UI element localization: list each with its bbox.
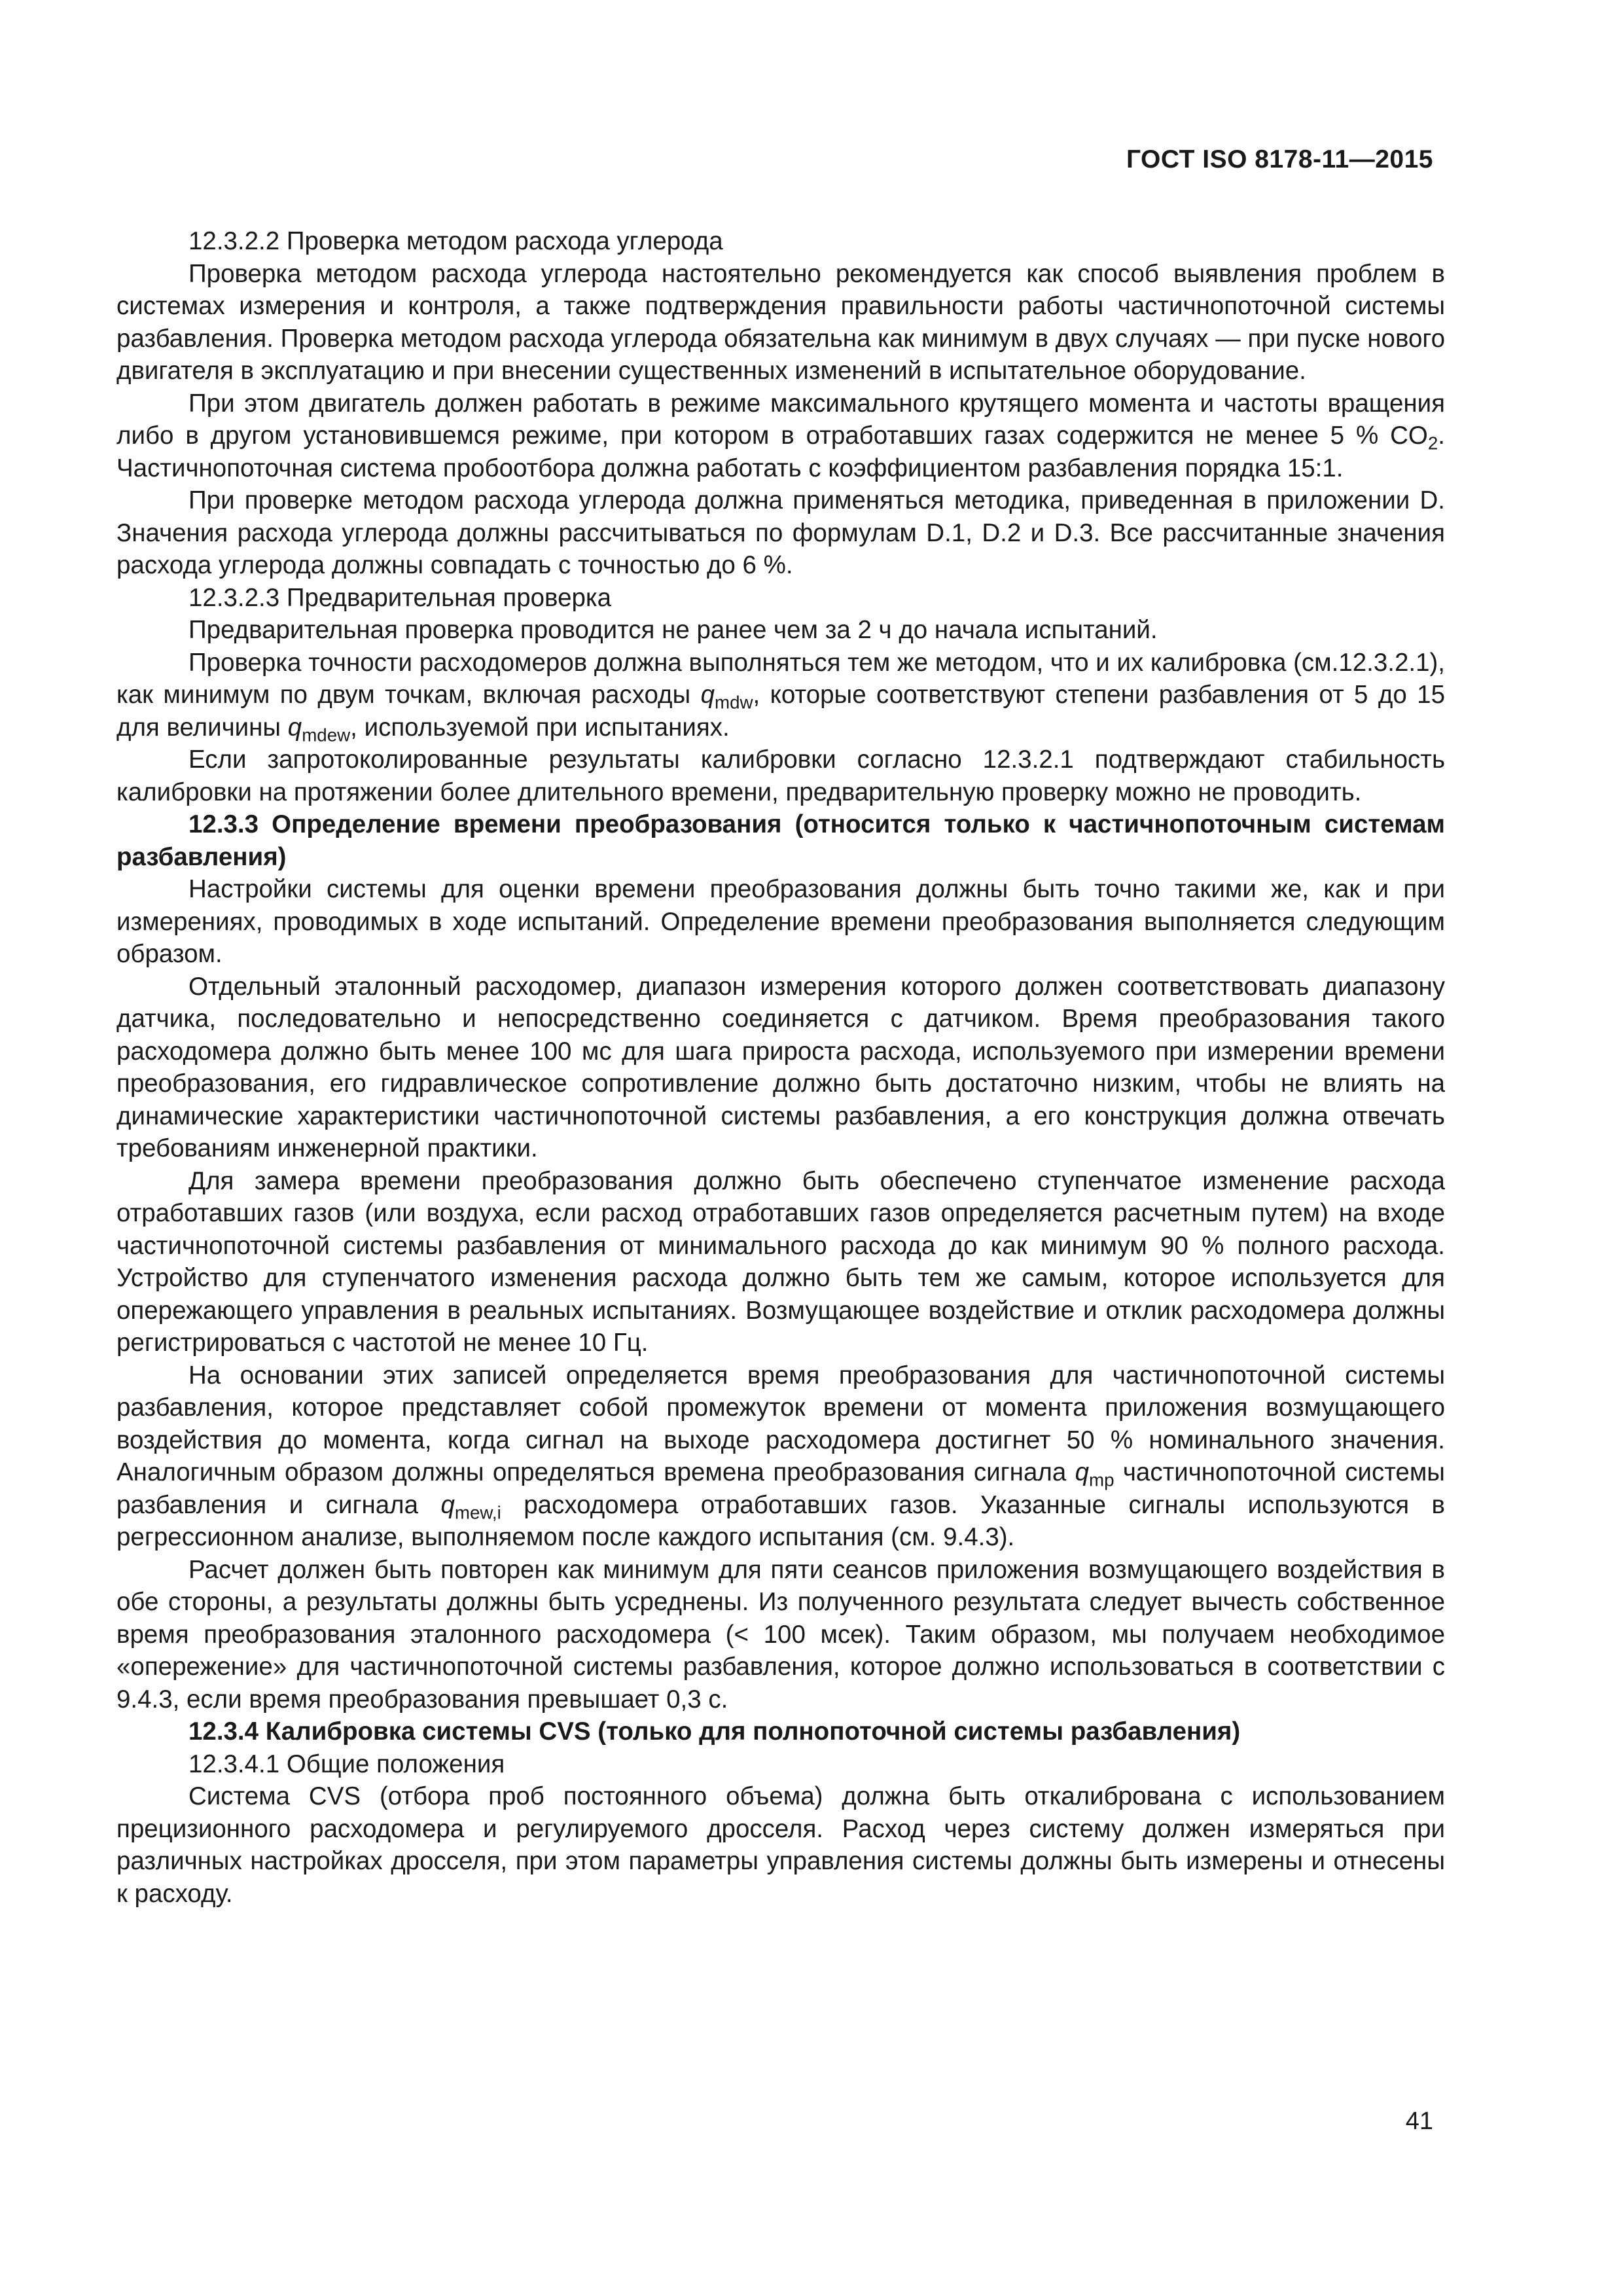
paragraph: Предварительная проверка проводится не ранее чем за 2 ч до начала испытаний. — [188, 616, 1158, 644]
paragraph: Для замера времени преобразования должно быть обеспечено ступенчатое изменение расхода отработавших газов (или воздуха, если расход отработавших газов определяется расчетным путем) на входе частичнопоточной системы разбавления от минимального расхода до как минимум 90 % полного расхода. Устройство для ступенчатого изменения расхода должно быть тем же самым, которое используется для опережающего управления в реальных испытаниях. Возмущающее воздействие и отклик расходомера должны регистрироваться с частотой не менее 10 Гц. — [116, 1166, 1445, 1357]
paragraph: При этом двигатель должен работать в режиме максимального крутящего момента и частоты вращения либо в другом установившемся режиме, при котором в отработавших газах содержится не менее 5 % $CO_2$. Частичнопоточная система пробоотбора должна работать с коэффициентом разбавления порядка 15:1. — [116, 389, 1445, 482]
paragraph: Проверка методом расхода углерода настоятельно рекомендуется как способ выявления проблем в системах измерения и контроля, а также подтверждения правильности работы частичнопоточной системы разбавления. Проверка методом расхода углерода обязательна как минимум в двух случаях — при пуске нового двигателя в эксплуатацию и при внесении существенных изменений в испытательное оборудование. — [116, 259, 1445, 385]
body-text — [116, 225, 1445, 1910]
paragraph: Если запротоколированные результаты калибровки согласно 12.3.2.1 подтверждают стабильность калибровки на протяжении более длительного времени, предварительную проверку можно не проводить. — [116, 745, 1445, 806]
paragraph: Настройки системы для оценки времени преобразования должны быть точно такими же, как и при измерениях, проводимых в ходе испытаний. Определение времени преобразования выполняется следующим образом. — [116, 875, 1445, 968]
paragraph: Проверка точности расходомеров должна выполняться тем же методом, что и их калибровка (см.12.3.2.1), как минимум по двум точкам, включая расходы $q_{mdw}$, которые соответствуют степени разбавления от 5 до 15 для величины $q_{mdew}$, используемой при испытаниях. — [116, 648, 1445, 745]
section-heading-12-3-2-2: 12.3.2.2 Проверка методом расхода углерода — [188, 227, 723, 255]
paragraph: При проверке методом расхода углерода должна применяться методика, приведенная в приложении D. Значения расхода углерода должны рассчитываться по формулам D.1, D.2 и D.3. Все рассчитанные значения расхода углерода должны совпадать с точностью до 6 %. — [116, 486, 1445, 579]
standard-header: ГОСТ ISO 8178-11—2015 — [1126, 145, 1433, 173]
paragraph: Расчет должен быть повторен как минимум для пяти сеансов приложения возмущающего воздействия в обе стороны, а результаты должны быть усреднены. Из полученного результата следует вычесть собственное время преобразования эталонного расходомера (< 100 мсек). Таким образом, мы получаем необходимое «опережение» для частичнопоточной системы разбавления, которое должно использоваться в соответствии с 9.4.3, если время преобразования превышает 0,3 с. — [116, 1555, 1445, 1713]
page-number: 41 — [1405, 2108, 1433, 2135]
paragraph: Система CVS (отбора проб постоянного объема) должна быть откалибрована с использованием прецизионного расходомера и регулируемого дросселя. Расход через систему должен измеряться при различных настройках дросселя, при этом параметры управления системы должны быть измерены и отнесены к расходу. — [116, 1782, 1445, 1908]
section-heading-12-3-3: 12.3.3 Определение времени преобразования (относится только к частичнопоточным системам разбавления) — [116, 810, 1445, 871]
section-heading-12-3-2-3: 12.3.2.3 Предварительная проверка — [188, 583, 612, 612]
paragraph: На основании этих записей определяется время преобразования для частичнопоточной системы разбавления, которое представляет собой промежуток времени от момента приложения возмущающего воздействия до момента, когда сигнал на выходе расходомера достигнет 50 % номинального значения. Аналогичным образом должны определяться времена преобразования сигнала $q_{mp}$ частичнопоточной системы разбавления и сигнала $q_{mew,i}$ расходомера отработавших газов. Указанные сигналы используются в регрессионном анализе, выполняемом после каждого испытания (см. 9.4.3). — [116, 1361, 1445, 1551]
section-heading-12-3-4: 12.3.4 Калибровка системы CVS (только для полнопоточной системы разбавления) — [188, 1717, 1241, 1746]
section-heading-12-3-4-1: 12.3.4.1 Общие положения — [188, 1749, 505, 1778]
paragraph: Отдельный эталонный расходомер, диапазон измерения которого должен соответствовать диапазону датчика, последовательно и непосредственно соединяется с датчиком. Время преобразования такого расходомера должно быть менее 100 мс для шага прироста расхода, используемого при измерении времени преобразования, его гидравлическое сопротивление должно быть достаточно низким, чтобы не влиять на динамические характеристики частичнопоточной системы разбавления, а его конструкция должна отвечать требованиям инженерной практики. — [116, 972, 1445, 1162]
